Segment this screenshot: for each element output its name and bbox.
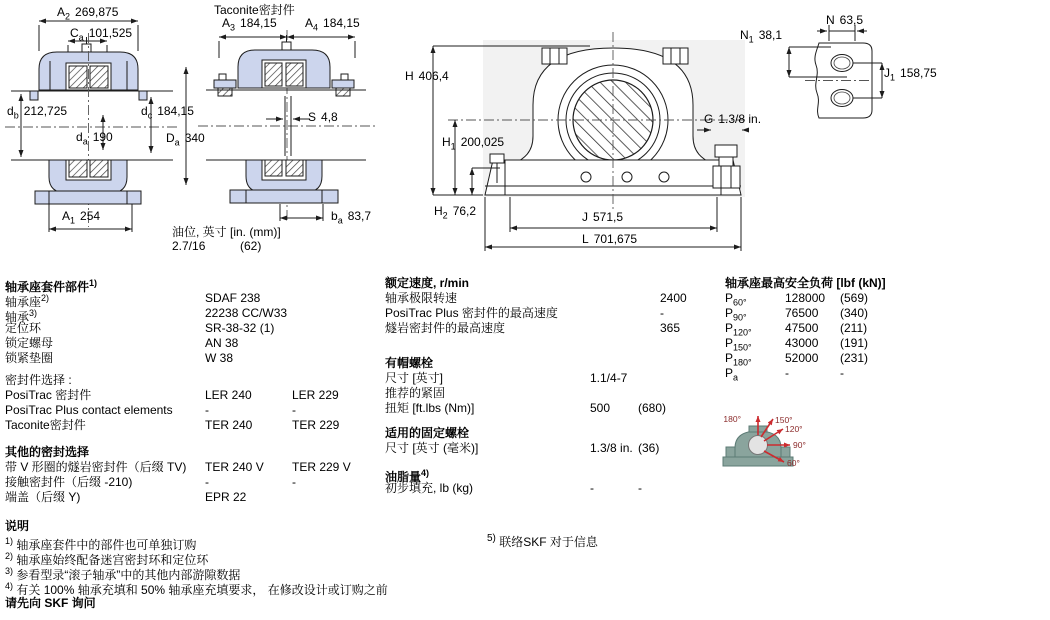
- spec-row: 尺寸 [英寸 (毫米)] 1.3/8 in. (36): [385, 441, 660, 455]
- dim-ca-label: $C_a$ 101,525: [70, 26, 133, 43]
- load-row: $P_{120^\circ}$ 47500 (211): [725, 321, 868, 338]
- taconite-title: Taconite密封件: [214, 3, 295, 17]
- grease-section: [385, 466, 695, 496]
- load-row: $P_{60^\circ}$ 128000 (569): [725, 291, 869, 308]
- drawing-taconite-section: [198, 0, 413, 228]
- dim-j-label: J 571,5: [582, 210, 624, 224]
- notes-header: 说明: [5, 519, 30, 533]
- seal-selection-section: [5, 373, 385, 433]
- angle-label-90: 90°: [793, 440, 806, 450]
- spec-row: Taconite密封件 TER 240 TER 229: [5, 418, 340, 432]
- load-angle-diagram: [713, 406, 813, 472]
- spec-row: 接触密封件（后缀 -210) - -: [5, 475, 296, 489]
- dim-h2-label: $H_2$ 76,2: [434, 204, 477, 221]
- note-row: $^{4)}$ 有关 100% 轴承充填和 50% 轴承座充填要求， 在修改设计或订购之前: [5, 581, 388, 597]
- dim-j1-label: $J_1$ 158,75: [884, 66, 937, 83]
- angle-label-180: 180°: [723, 414, 741, 424]
- note-5: $^{5)}$ 联络SKF 对于信息: [487, 533, 598, 549]
- spec-row: 燧岩密封件的最高速度 365: [385, 321, 681, 335]
- note-row: $^{1)}$ 轴承座套件中的部件也可单独订购: [5, 536, 197, 552]
- cap-bolts-section: [385, 356, 695, 416]
- note-row: $^{2)}$ 轴承座始终配备迷宫密封环和定位环: [5, 551, 209, 567]
- dim-a1-label: $A_1$ 254: [62, 209, 101, 226]
- dim-db-label: $d_b$ 212,725: [7, 104, 68, 121]
- spec-row: 端盖（后缀 Y) EPR 22: [5, 490, 247, 504]
- dim-s-label: S 4,8: [308, 110, 338, 124]
- spec-row: 锁定螺母 AN 38: [5, 336, 239, 350]
- seal-selection-header: 密封件选择 :: [5, 373, 72, 387]
- load-row: $P_{150^\circ}$ 43000 (191): [725, 336, 869, 353]
- oil-level-label: 油位, 英寸 [in. (mm)]: [172, 225, 281, 239]
- spec-row: 锁紧垫圈 W 38: [5, 351, 234, 365]
- parts-section: [5, 276, 385, 366]
- dim-ba-label: $b_a$ 83,7: [331, 209, 372, 226]
- spec-row: 带 V 形圈的燧岩密封件（后缀 TV) TER 240 V TER 229 V: [5, 460, 351, 474]
- oil-level-value-mm: (62): [240, 239, 262, 253]
- spec-row: 尺寸 [英寸] 1.1/4-7: [385, 371, 628, 385]
- dim-a2-label: $A_2$ 269,875: [57, 5, 119, 22]
- dim-l-label: L 701,675: [582, 232, 638, 246]
- load-row: $P_a$ - -: [725, 366, 844, 383]
- attachment-bolts-header: 适用的固定螺栓: [385, 426, 470, 440]
- grease-header: 油脂量$^{4)}$: [385, 468, 430, 484]
- spec-row: 初步填充, lb (kg) - -: [385, 481, 642, 495]
- spec-row: 定位环 SR-38-32 (1): [5, 321, 275, 335]
- spec-row: PosiTrac 密封件 LER 240 LER 229: [5, 388, 339, 402]
- dim-g-label: G 1.3/8 in.: [704, 112, 762, 126]
- dim-da-label: $d_a$ 190: [76, 130, 113, 147]
- angle-label-60: 60°: [787, 458, 800, 468]
- speeds-section: [385, 276, 695, 336]
- spec-row: PosiTrac Plus contact elements - -: [5, 403, 296, 417]
- dim-h1-label: $H_1$ 200,025: [442, 135, 505, 152]
- notes-footer: 请先向 SKF 询问: [5, 596, 96, 610]
- safe-loads-header: 轴承座最高安全负荷 [lbf (kN)]: [725, 276, 886, 290]
- notes-section: [5, 519, 525, 611]
- dim-a4-label: $A_4$ 184,15: [305, 16, 360, 33]
- other-seals-section: [5, 445, 385, 505]
- spec-row: 推荐的紧固: [385, 386, 446, 400]
- parts-header: 轴承座套件部件$^{1)}$: [5, 278, 98, 294]
- oil-level-value-in: 2.7/16: [172, 239, 206, 253]
- note-row: $^{3)}$ 参看型录“滚子轴承”中的其他内部游隙数据: [5, 566, 241, 582]
- angle-label-120: 120°: [785, 424, 803, 434]
- dim-da-outer-label: $D_a$ 340: [166, 131, 205, 148]
- cap-bolts-header: 有帽螺栓: [385, 356, 434, 370]
- attachment-bolts-section: [385, 426, 695, 456]
- spec-row: 扭矩 [ft.lbs (Nm)] 500 (680): [385, 401, 667, 415]
- dim-n-label: N 63,5: [826, 13, 864, 27]
- spec-row: 轴承$^{3)}$ 22238 CC/W33: [5, 306, 288, 324]
- load-row: $P_{180^\circ}$ 52000 (231): [725, 351, 869, 368]
- angle-label-150: 150°: [775, 415, 793, 425]
- dim-a3-label: $A_3$ 184,15: [222, 16, 277, 33]
- spec-row: 轴承座$^{2)}$ SDAF 238: [5, 291, 261, 309]
- dim-dc-label: $d_c$ 184,15: [141, 104, 194, 121]
- dim-n1-label: $N_1$ 38,1: [740, 28, 783, 45]
- other-seals-header: 其他的密封选择: [5, 445, 90, 459]
- safe-loads-section: [725, 276, 1025, 381]
- load-row: $P_{90^\circ}$ 76500 (340): [725, 306, 869, 323]
- speeds-header: 额定速度, r/min: [385, 276, 470, 290]
- spec-row: PosiTrac Plus 密封件的最高速度 -: [385, 306, 664, 320]
- dim-h-label: H 406,4: [405, 69, 449, 83]
- spec-row: 轴承极限转速 2400: [385, 291, 687, 305]
